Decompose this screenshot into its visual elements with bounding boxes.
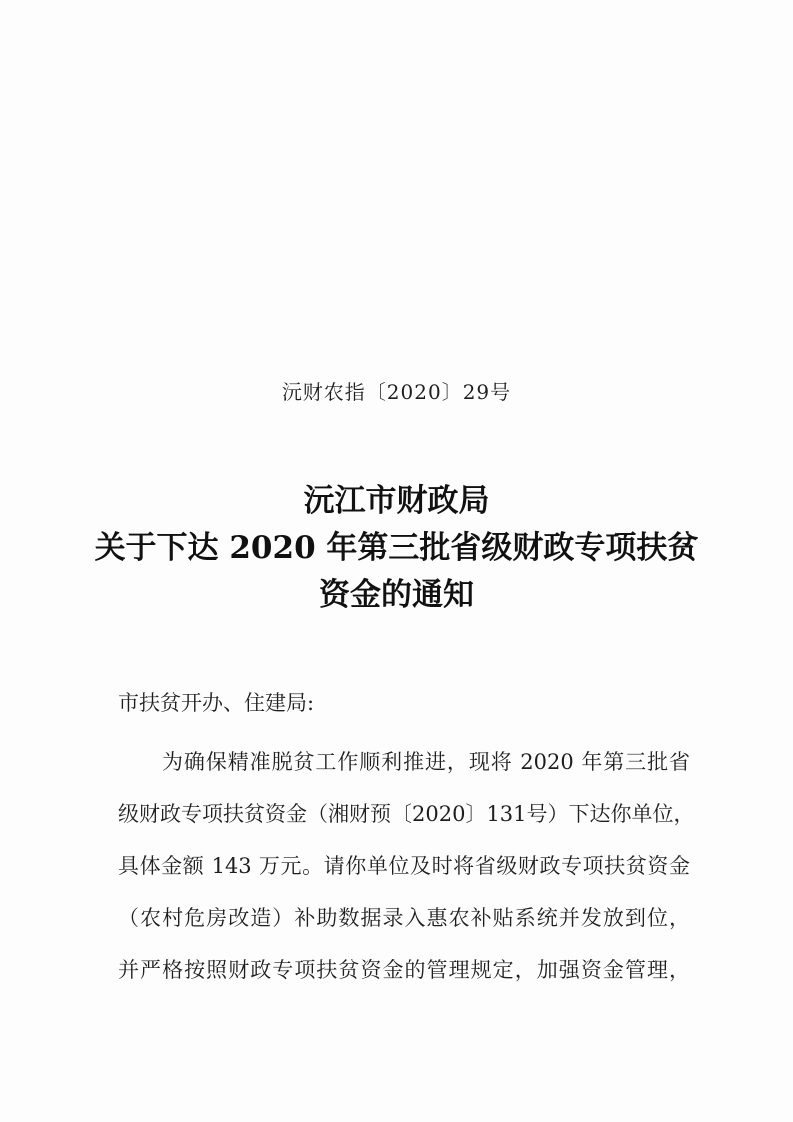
body-line: 为确保精准脱贫工作顺利推进，现将 2020 年第三批省 (162, 750, 690, 774)
body-line: （农村危房改造）补助数据录入惠农补贴系统并发放到位， (118, 906, 690, 930)
title-line-subject: 关于下达 2020 年第三批省级财政专项扶贫 (94, 530, 699, 566)
addressee: 市扶贫开办、住建局: (118, 691, 315, 715)
body-text (118, 736, 695, 996)
body-line: 具体金额 143 万元。请你单位及时将省级财政专项扶贫资金 (118, 854, 690, 878)
body-line: 级财政专项扶贫资金（湘财预〔2020〕131号）下达你单位， (118, 802, 695, 826)
document-title (0, 478, 793, 619)
body-line: 并严格按照财政专项扶贫资金的管理规定，加强资金管理， (118, 958, 690, 982)
document-number: 沅财农指〔2020〕29号 (281, 380, 512, 404)
title-line-issuer: 沅江市财政局 (303, 483, 490, 519)
title-line-subject-end: 资金的通知 (319, 577, 474, 613)
